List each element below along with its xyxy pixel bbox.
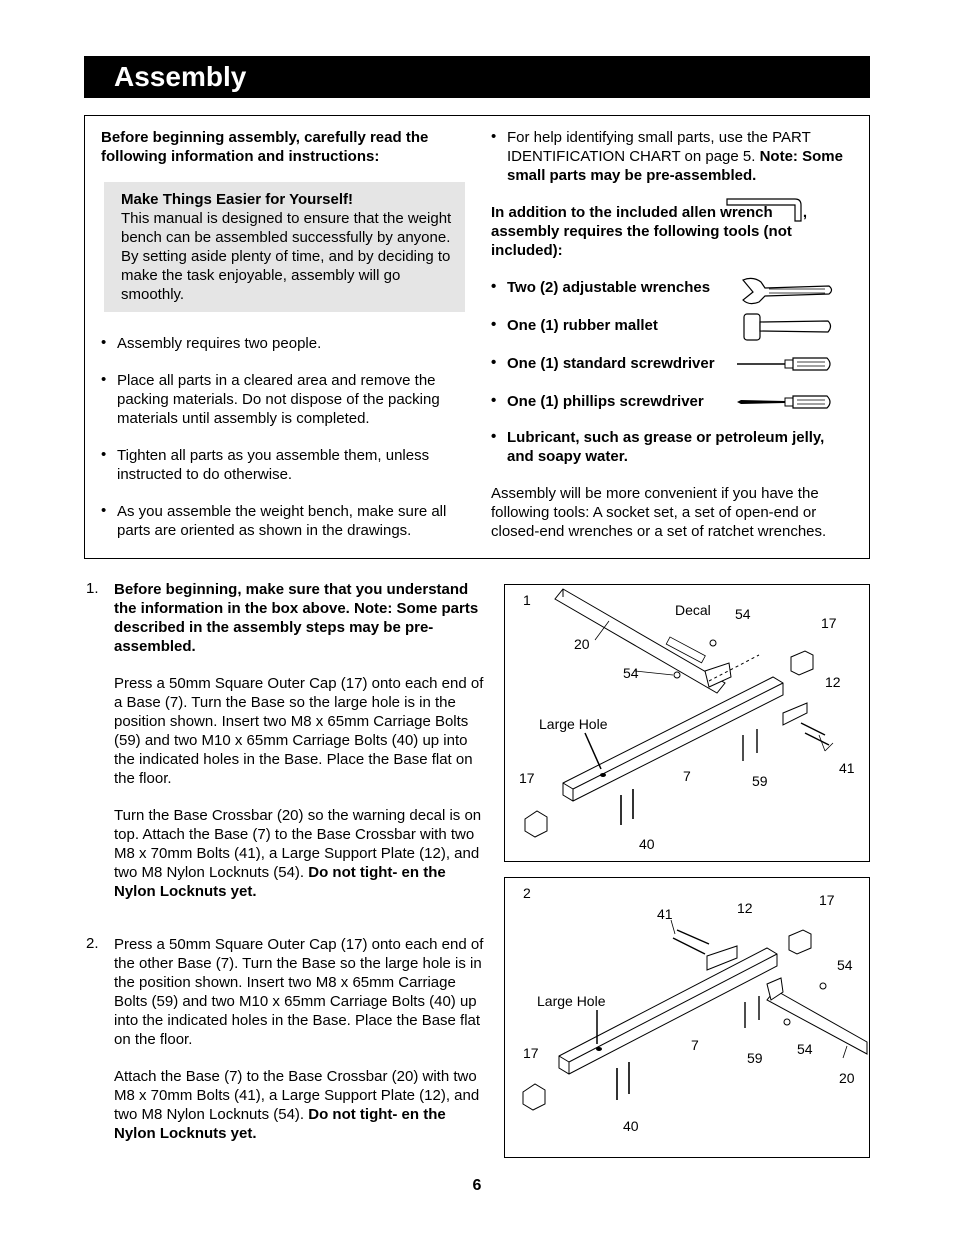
label-41: 41 <box>839 760 855 776</box>
help-text: For help identifying small parts, use the PART IDENTIFICATION CHART on page 5. <box>507 129 811 165</box>
figure-number: 1 <box>523 592 531 608</box>
tool-item: • Lubricant, such as grease or petroleum jelly, and soapy water. <box>491 428 825 465</box>
help-bullet: • For help identifying small parts, use the PART IDENTIFICATION CHART on page 5. Note: Some small parts may be pre-assembled. <box>491 128 843 184</box>
label-decal: Decal <box>675 602 711 618</box>
label-large-hole: Large Hole <box>537 993 606 1009</box>
step-paragraph: Turn the Base Crossbar (20) so the warning decal is on top. Attach the Base (7) to the Base Crossbar with two M8 x 70mm Bolts (41), a Large Support Plate (12), and two M8 Nylon Locknuts (54). Do not tight- en the Nylon Locknuts yet. <box>114 807 482 900</box>
step-paragraph: Press a 50mm Square Outer Cap (17) onto each end of a Base (7). Turn the Base so the large hole is in the position shown. Insert two M8 x 65mm Carriage Bolts (59) and two M10 x 65mm Carriage Bolts (40) up into the indicated holes in the Base. Place the Base flat on the floor. <box>114 675 484 787</box>
list-item: • As you assemble the weight bench, make sure all parts are oriented as shown in the drawings. <box>101 502 447 539</box>
label-17: 17 <box>523 1045 539 1061</box>
figure-1 <box>504 584 870 862</box>
label-54: 54 <box>797 1041 813 1057</box>
instructions-left-column <box>101 128 467 166</box>
label-7: 7 <box>683 768 691 784</box>
allen-wrench-icon <box>725 195 805 223</box>
label-20: 20 <box>574 636 590 652</box>
label-12: 12 <box>825 674 841 690</box>
figure-1-drawing <box>505 585 869 861</box>
label-54: 54 <box>623 665 639 681</box>
page-number: 6 <box>472 1177 482 1194</box>
assembly-steps <box>86 580 490 1143</box>
closing-text: Assembly will be more convenient if you have the following tools: A socket set, a set of open-end or closed-end wrenches or a set of ratchet wrenches. <box>491 485 827 540</box>
label-54: 54 <box>837 957 853 973</box>
step-paragraph: Attach the Base (7) to the Base Crossbar (20) with two M8 x 70mm Bolts (41), a Large Support Plate (12), and two M8 Nylon Locknuts (54). Do not tight- en the Nylon Locknuts yet. <box>114 1068 480 1142</box>
tip-text: This manual is designed to ensure that the weight bench can be assembled successfully by anyone. By setting aside plenty of time, and by deciding to make the task enjoyable, assembly will go smoothly. <box>121 210 452 303</box>
step-paragraph: Press a 50mm Square Outer Cap (17) onto each end of the other Base (7). Turn the Base so the large hole is in the position shown. Insert two M8 x 65mm Carriage Bolts (59) and two M10 x 65mm Carriage Bolts (40) up into the indicated holes in the Base. Place the Base flat on the floor. <box>114 936 484 1048</box>
label-17: 17 <box>821 615 837 631</box>
label-40: 40 <box>639 836 655 852</box>
phillips-screwdriver-icon <box>735 393 835 411</box>
label-59: 59 <box>752 773 768 789</box>
tool-item: • One (1) rubber mallet <box>491 316 658 334</box>
figure-2 <box>504 877 870 1158</box>
rubber-mallet-icon <box>740 312 834 342</box>
label-large-hole: Large Hole <box>539 716 608 732</box>
standard-screwdriver-icon <box>735 355 835 373</box>
label-59: 59 <box>747 1050 763 1066</box>
adjustable-wrench-icon <box>739 274 835 308</box>
list-item: • Place all parts in a cleared area and remove the packing materials. Do not dispose of the packing materials until assembly is completed. <box>101 371 440 427</box>
tool-item: • Two (2) adjustable wrenches <box>491 278 711 296</box>
step-1 <box>86 580 490 901</box>
label-17: 17 <box>819 892 835 908</box>
list-item: • Tighten all parts as you assemble them, unless instructed to do otherwise. <box>101 446 430 483</box>
tool-item: • One (1) standard screwdriver <box>491 354 715 372</box>
tools-intro: In addition to the included allen wrench , assembly requires the following tools (not included): <box>491 204 808 259</box>
label-12: 12 <box>737 900 753 916</box>
section-header <box>84 56 870 98</box>
tool-item: • One (1) phillips screwdriver <box>491 392 704 410</box>
intro-heading: Before beginning assembly, carefully read the following information and instructions: <box>101 129 429 165</box>
instructions-box <box>84 115 870 559</box>
label-40: 40 <box>623 1118 639 1134</box>
intro-bullet-list <box>101 334 467 540</box>
tip-box <box>104 182 465 312</box>
figure-2-drawing <box>505 878 869 1157</box>
step-2 <box>86 935 490 1143</box>
label-41: 41 <box>657 906 673 922</box>
figure-number: 2 <box>523 885 531 901</box>
step-number: 1. <box>86 580 99 597</box>
label-7: 7 <box>691 1037 699 1053</box>
list-item: • Assembly requires two people. <box>101 334 322 352</box>
help-note: Note: Some small parts may be pre-assembled. <box>507 148 843 184</box>
label-20: 20 <box>839 1070 855 1086</box>
label-54: 54 <box>735 606 751 622</box>
section-title: Assembly <box>114 61 247 92</box>
tip-title: Make Things Easier for Yourself! <box>121 191 354 208</box>
step-lead: Before beginning, make sure that you understand the information in the box above. Note: Some parts described in the assembly steps may be pre-assembled. <box>114 581 479 655</box>
label-17: 17 <box>519 770 535 786</box>
step-number: 2. <box>86 935 99 952</box>
